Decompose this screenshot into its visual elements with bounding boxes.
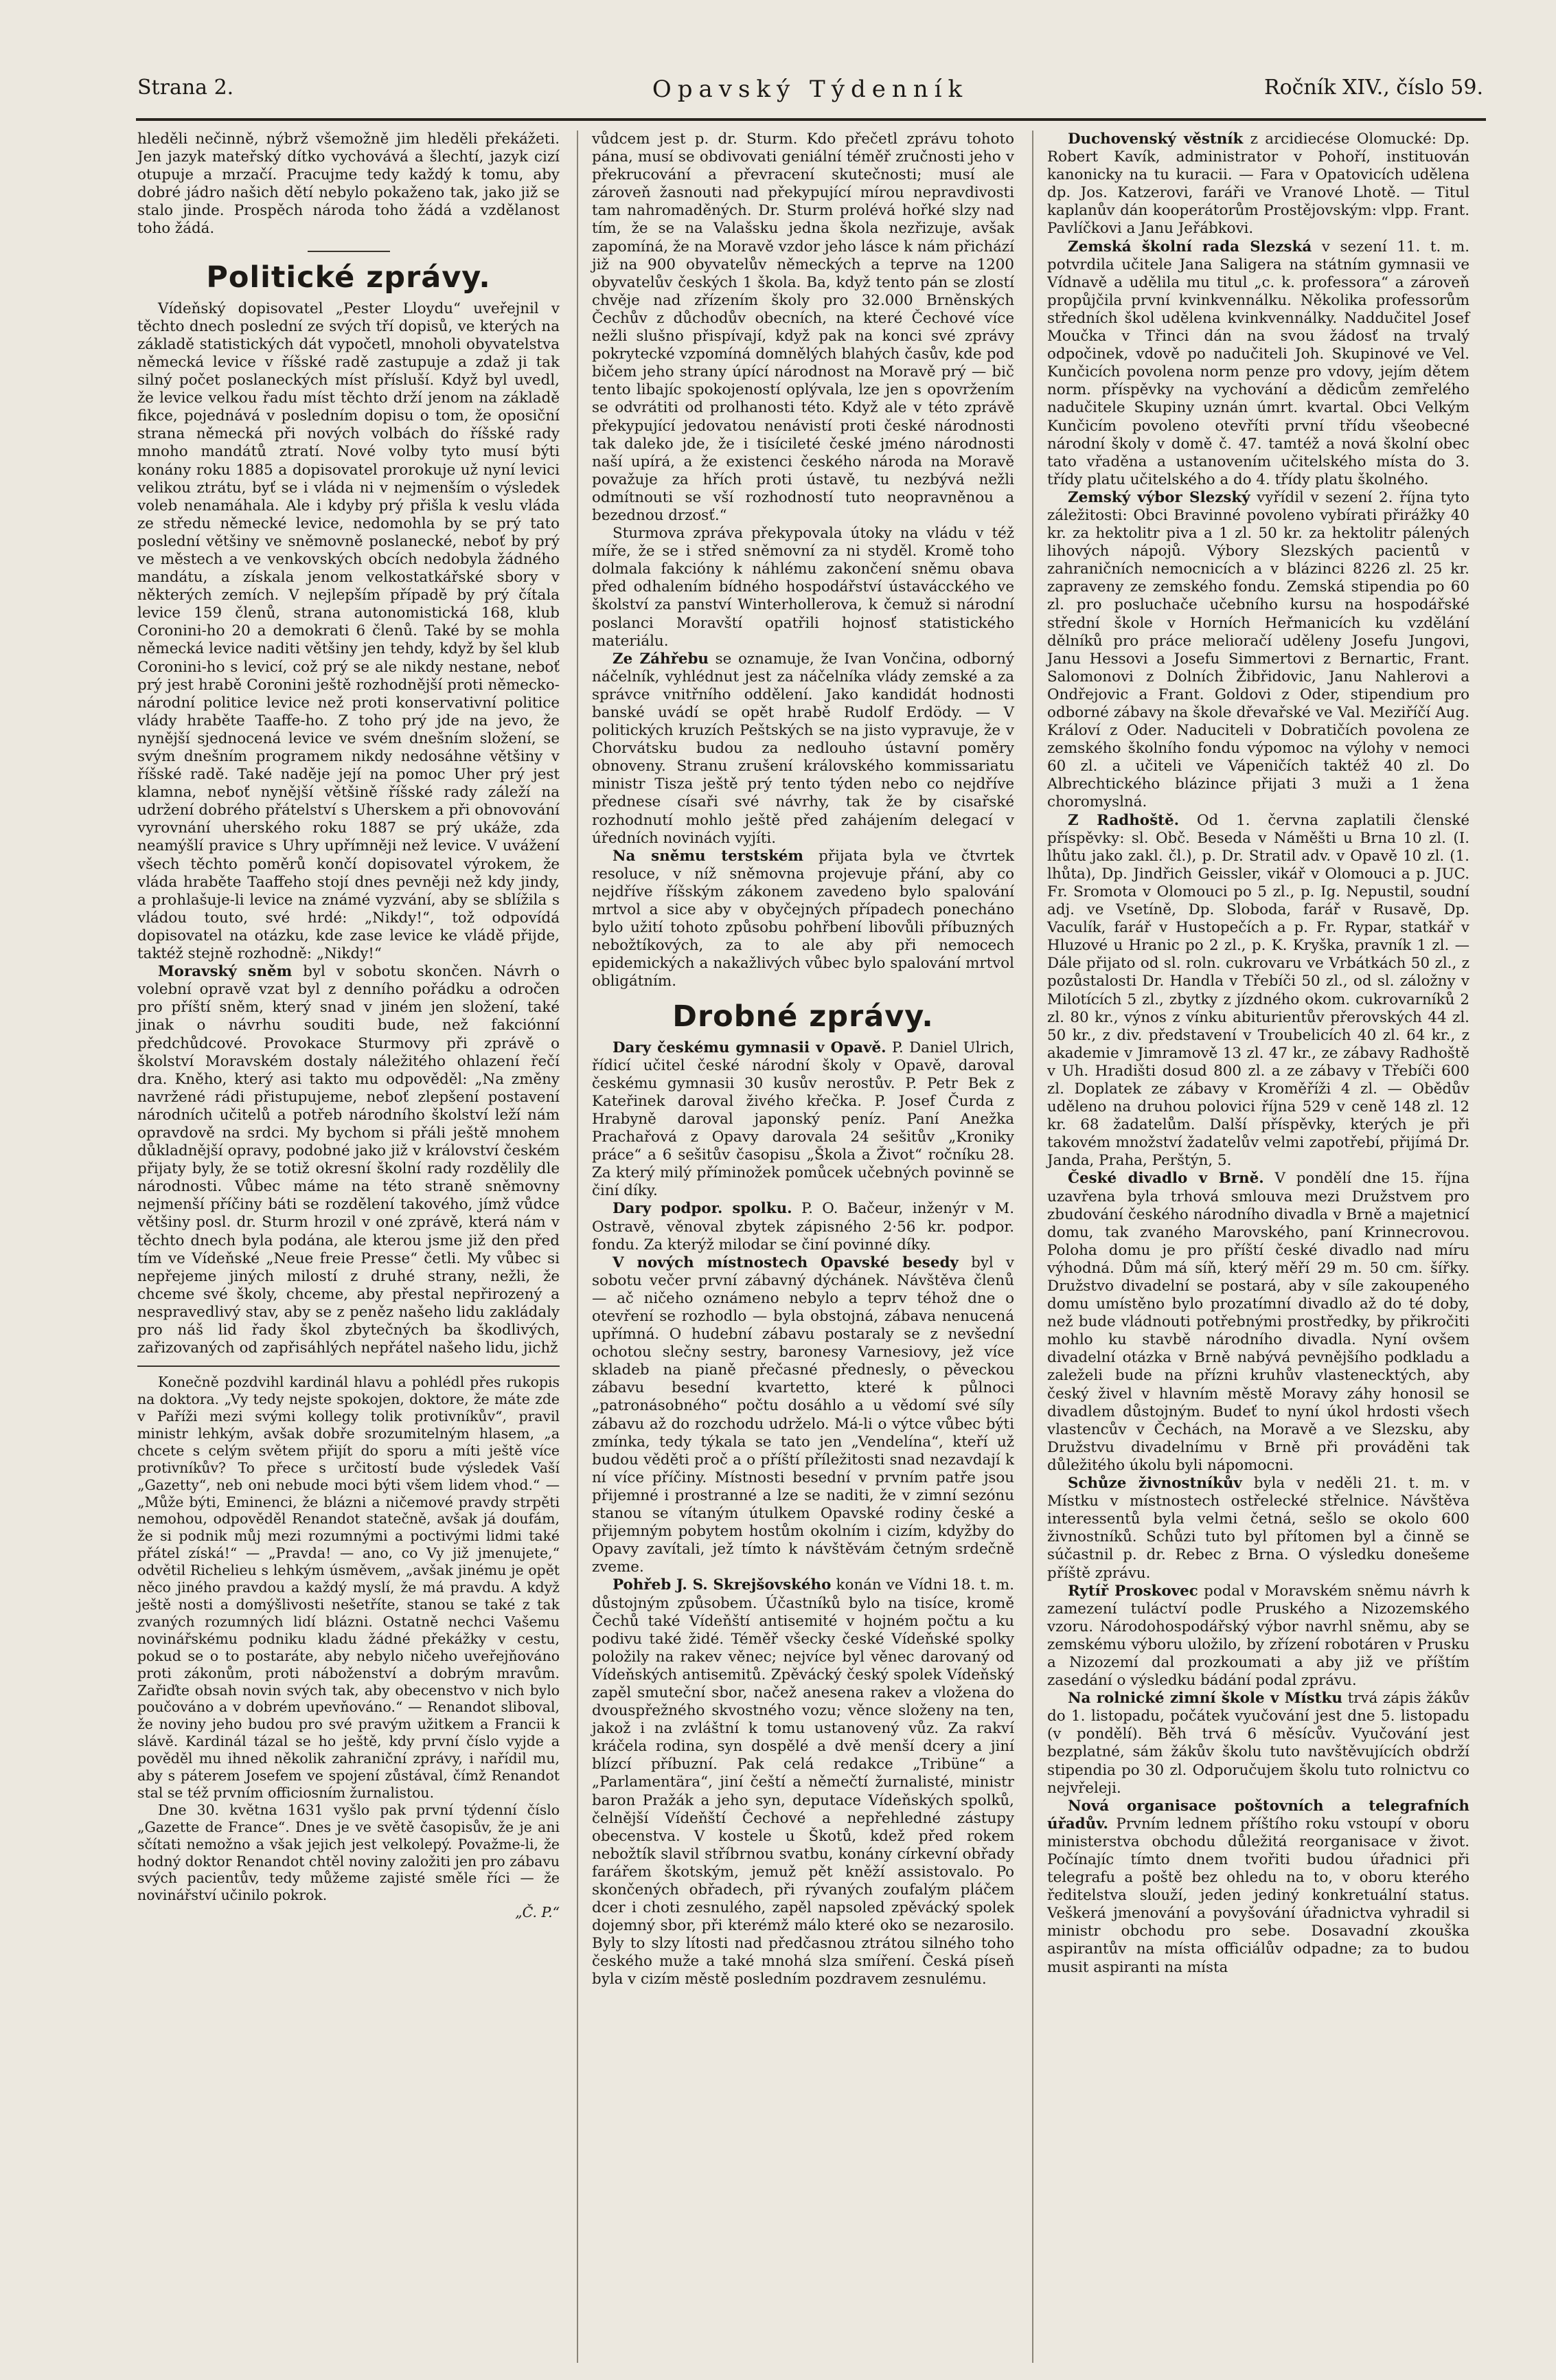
article-text: konán ve Vídni 18. t. m. důstojným způsobem. Účastníků bylo na tisíce, kromě Čechů také Vídeňští antisemité v hojném počtu a ku podivu také židé. Téměř všecky české Vídeňské spolky položily na rakev věnec; nejvíce byl věnec darovaný od Vídeňských antisemitů. Zpěvácký český spolek Vídeňský zapěl smuteční sbor, načež anesena rakev a vložena do dvouspřežného skvostného vozu; věnce složeny na ten, jakož i na zvláštní k tomu ustanovený vůz. Za rakví kráčela rodina, syn dospělé a dvě menší dcery a jiní blízcí příbuzní. Pak celá redakce „Tribüne“ a „Parlamentära“, jiní čeští a němečtí žurnalisté, ministr baron Pražák a jeho syn, deputace Vídeňských spolků, čelnější Vídeňští Čechové a nepřehledné zástupy obecenstva. V kostele u Škotů, kdež před rokem nebožtík slavil stříbrnou svatbu, konány církevní obřady farářem škotským, jemuž pět kněží assistovalo. Po skončených obřadech, při rývaných zoufalým pláčem dcer i choti zesnulého, zapěl napsoled zpěvácký spolek dojemný sbor, při kterémž málo které oko se nezarosilo. Byly to slzy lítosti nad předčasnou ztrátou silného toho českého muže a také mnohá slza smíření. Česká píseň byla v cizím městě posledním pozdravem zesnulému. xyxy=(592,1576,1015,1988)
article-text: v sezení 11. t. m. potvrdila učitele Jana Saligera na státním gymnasii ve Vídnavě a udělila mu titul „c. k. professora“ a zároveň propůjčila první kvinkvennálku. Několika professorům středních škol udělena kvinkvennálky. Naddučitel Josef Moučka v Třinci dán na svou žádosť na trvalý odpočinek, vdově po nadučiteli Joh. Skupinové ve Vel. Kunčicích povolena norm penze pro vdovy, jejím dětem norm. příspěvky na vychování a dědicům zemřelého nadučitele Skupiny uznán úmrt. kvartal. Obci Velkým Kunčicím povoleno otevříti první třídu všeobecné národní školy v domě č. 47. tamtéž a nová školní obec tato vřaděna a ustanovením učitelského místa do 3. třídy platu učitelského a do 4. třídy platu školného. xyxy=(1047,238,1470,488)
article-heading: Nová organisace poštovních a telegrafních úřadův. xyxy=(1047,1797,1469,1833)
article-text: podal v Moravském sněmu návrh k zamezení tuláctví podle Pruského a Nizozemského vzoru. Národohospodářský výbor navrhl sněmu, aby se zemskému výboru uložilo, by zřízení robotáren v Prusku a Nizozemí dal prozkoumati a aby již ve příštím zasedání o výsledku bádání podal zprávu. xyxy=(1047,1582,1469,1690)
article-text: byla v neděli 21. t. m. v Místku v místnostech ostřelecké střelnice. Návštěva interessentů byla velmi četná, sešlo se okolo 600 živnostníků. Schůzi tuto byl přítomen byl a činně se súčastnil p. dr. Rebec z Brna. O výsledku donešeme příště zprávu. xyxy=(1047,1475,1469,1582)
page-number: Strana 2. xyxy=(137,76,234,100)
article-text: trvá zápis žákův do 1. listopadu, počátek vyučování jest dne 5. listopadu (v pondělí). Běh trvá 6 měsícův. Vyučování jest bezplatné, sám žákův školu tuto navštěvujících obdrží stipendia po 30 zl. Odporučujem školu tuto rolnictvu co nejvřeleji. xyxy=(1047,1690,1469,1797)
section-divider xyxy=(308,251,390,252)
article-text: byl v sobotu večer první zábavný dýchánek. Návštěva členů — ač ničeho oznámeno nebylo a teprv téhož dne o otevření se rozhodlo — byla obstojná, zábava nenucená upřímná. O hudební zábavu postaraly se z nevšední ochotou slečny sestry, baronesy Varnesiovy, jež více skladeb na pianě přečasné přednesly, o pěveckou zábavu besední kvartetto, které k půlnoci „patronásobného“ počtu dosáhlo a u vědomí své síly zábavu až do rozchodu udrželo. Má-li o výtce vůbec býti zmínka, tedy týkala se tato jen „Vendelína“, kteří už budou věděti proč a o příští příležitosti snad nezavdají k ní více příčiny. Místnosti besední v prvním patře jsou přijemné i prostranné a lze se naditi, že v zimní sezónu stanou se vítaným útulkem Opavské rodiny české a přijemným pobytem hostům okolním i cizím, kdyžby do Opavy zavítali, jež tímto k návštěvám četným srdečně zveme. xyxy=(592,1254,1014,1576)
article-text: P. O. Bačeur, inženýr v M. Ostravě, věnoval zbytek zápisného 2·56 kr. podpor. fondu. Za kterýž milodar se činí povinné díky. xyxy=(592,1200,1015,1254)
skolni-rada-article xyxy=(1047,238,1469,489)
header-rule xyxy=(136,118,1486,121)
zahrebu-article xyxy=(592,650,1014,848)
column-divider xyxy=(577,131,578,2363)
schuze-article xyxy=(1047,1475,1469,1583)
section-title-short-news: Drobné zprávy. xyxy=(672,999,934,1034)
pohreb-article xyxy=(592,1576,1014,1988)
article-text: Sturmova zpráva překypovala útoky na vládu v též míře, že se i střed sněmovní za ni styděl. Kromě toho dolmala fakcióny k náhlému zakončení sněmu obava před odhalením bídného hospodářství ústavácckého ve školství za panství Winterhollerova, k čemuž si národní poslanci Moravští opatřili hojnosť statistického materiálu. xyxy=(592,525,1014,650)
radhost-article xyxy=(1047,812,1469,1170)
feuilleton-text: Dne 30. května 1631 vyšlo pak první týdenní číslo „Gazette de France“. Dnes je ve světě časopisův, že je ani sčítati nemožno a však jejich jest velkolepý. Považme-li, že hodný doktor Renandot chtěl noviny založiti jen pro zábavu svých pacientův, tedy můžeme zajisté směle říci — že novinářství učinilo pokrok. xyxy=(137,1801,560,1904)
feuilleton-text: Konečně pozdvihl kardinál hlavu a pohlédl přes rukopis na doktora. „Vy tedy nejste spokojen, doktore, že máte zde v Paříži mezi svými kollegy tolik protivníkův“, pravil ministr lehkým, avšak dobře srozumitelným hlasem, „a chcete s celým světem přijít do sporu a míti ještě více protivníkův? To přece s určitostí bude výsledek Vaší „Gazetty“, neb oni nebude moci býti všem lidem vhod.“ — „Může býti, Eminenci, že blázni a ničemové pravdy strpěti nemohou, odpověděl Renandot statečně, avšak já doufám, že si podnik můj mezi rozumnými a poctivými lidmi také přátel získá!“ — „Pravda! — ano, co Vy již jmenujete,“ odvětil Richelieu s lehkým úsměvem, „avšak jinému je opět něco jiného pravdou a každý myslí, že má pravdu. A když ještě nosti a domýšlivosti nešetříte, stanou se také z tak zvaných rozumných lidí blázni. Ostatně nechci Vašemu novinářskému podniku kladu žádné překážky v cestu, pokud se o to postaráte, aby nebylo ničeho uveřejňováno proti zákonům, proti náboženství a dobrým mravům. Zařiďte obsah novin svých tak, aby obecenstvo v nich bylo poučováno a v dobrém upevňováno.“ — Renandot sliboval, že noviny jeho budou pro své pravým užitkem a Francii k slávě. Kardinál tázal se ho ještě, kdy první číslo vyjde a pověděl mu ihned několik zahraniční zprávy, i nařídil mu, aby s páterem Josefem ve spojení zůstával, čímž Renandot stal se též prvním officiosním žurnalistou. xyxy=(137,1374,560,1801)
article-heading: Moravský sněm xyxy=(158,963,293,981)
politics-article: Vídeňský dopisovatel „Pester Lloydu“ uveřejnil v těchto dnech poslední ze svých tří dopisů, ve kterých na základě statistických dát vypočetl, mnoholi obyvatelstva německá levice v říšské radě zastupuje a zdaž ji tak silný počet poslaneckých míst přísluší. Když byl uvedl, že levice velkou řadu míst těchto drží jenom na základě fikce, pojednává v posledním dopisu o tom, že oposiční strana německá při nových volbách do říšské rady mnoho mandátů ztratí. Nové volby tyto musí býti konány roku 1885 a dopisovatel prorokuje už nyní levici velikou ztrátu, byť se i vláda ni v nejmenším o výsledek voleb nenamáhala. Ale i kdyby prý přišla k veslu vláda ze středu německé levice, nedomohla by se prý tato poslední většiny ve sněmovně poslanecké, neboť by prý ve městech a ve venkovských obcích nedobyla žádného mandátu, a získala jenom velkostatkářské sbory v některých zemích. V nejlepším případě by prý čítala levice 159 členů, strana autonomistická 168, klub Coronini-ho 20 a demokrati 6 členů. Také by se mohla německá levice naditi většiny jen tehdy, když by šel klub Coronini-ho s levicí, což prý se ale nikdy nestane, neboť prý jest hrabě Coronini ještě rozhodnější proti německo-národní politice levice než proti konservativní politice vlády hraběte Taaffe-ho. Z toho prý jde na jevo, že nynější sjednocená levice ve svém dnešním složení, se svým dnešním programem nikdy nedosáhne většiny v říšské radě. Také naděje její na pomoc Uher prý jest klamna, neboť nynější většině říšské rady záleží na udržení dobrého přátelství s Uherskem a při obnovování vyrovnání uherského roku 1887 se prý ukáže, zda neamýšlí pravice s Uhry upřímněji než levice. V uvážení všech těchto poměrů končí dopisovatel výrokem, že vláda hraběte Taaffeho stojí dnes pevněji než kdy jindy, a prohlašuje-li levice na známé vyzvání, aby se sblížila s vládou touto, své hrdé: „Nikdy!“, tož odpovídá dopisovatel na otázku, kde zase levice ke vládě přijde, taktéž stejně rozhodně: „Nikdy!“ xyxy=(137,299,560,963)
mistek-article xyxy=(1047,1690,1469,1798)
article-heading: Z Radhoště. xyxy=(1068,811,1180,829)
feuilleton xyxy=(137,1374,560,1921)
article-heading: Na sněmu terstském xyxy=(613,847,804,865)
intro-text: hleděli nečinně, nýbrž všemožně jim hleděli překážeti. Jen jazyk mateřský dítko vychovává a šlechtí, jazyk cizí otupuje a mrzačí. Pracujme tedy každý k tomu, aby dobré jádro našich dětí nebylo pokaženo tak, jako již se stalo jinde. Prospěch národa toho žádá a vzdělanost toho žádá. xyxy=(137,131,560,238)
article-heading: Schůze živnostníkův xyxy=(1068,1475,1242,1493)
article-text: z arcidiecése Olomucké: Dp. Robert Kavík, administrator v Pohoří, instituován kanonicky na tu kuracii. — Fara v Opatovicích udělena dp. Jos. Katzerovi, faráři ve Vranové Lhotě. — Titul kaplanův dán kooperátorům Prostějovským: vlpp. Frant. Pavlíčkovi a Janu Jeřábkovi. xyxy=(1047,131,1469,238)
divadlo-article xyxy=(1047,1170,1469,1475)
article-text: vůdcem jest p. dr. Sturm. Kdo přečetl zprávu tohoto pána, musí se obdivovati geniální téměř zručnosti jeho v překrucování a převracení skutečnosti; musí ale zároveň žasnouti nad překypující mírou nepravdivosti tam nahromaděných. Dr. Sturm prolévá hořké slzy nad tím, že se na Valašsku jedna škola nezřizuje, avšak zapomíná, že na Moravě vzdor jeho lásce k nám přichází již na 900 obyvatelův německých a teprve na 1200 obyvatelův českých 1 škola. Ba, když tento pán se zlostí chvěje nad zřízením školy pro 32.000 Brněnských Čechův z důchodův obecních, na které Čechové více nežli slušno přispívají, když pak na konci své zprávy pokrytecké vzpomíná domnělých blahých časův, kde pod bičem jeho strany úpící národnost na Moravě prý — bič tento libajíc spokojeností oplývala, lze jen s opovržením se odvrátiti od prolhanosti této. Když ale v této zprávě překypující jedovatou nenávistí proti české národnosti tak daleko jde, že i tisícileté české jméno národnosti naší upírá, a že existenci českého národa na Moravě považuje za hřích proti ústavě, tu nezbývá nežli odmítnouti se vší rozhodností tuto neopravněnou a bezednou drzosť.“ xyxy=(592,131,1014,524)
dary-article xyxy=(592,1200,1014,1254)
duchovensky-article xyxy=(1047,131,1469,238)
article-heading: Duchovenský věstník xyxy=(1068,131,1244,148)
column-3 xyxy=(1047,131,1469,1977)
article-heading: V nových místnostech Opavské besedy xyxy=(613,1254,959,1271)
column-1 xyxy=(137,131,560,1921)
feuilleton-signature: „Č. P.“ xyxy=(515,1904,560,1921)
terst-article xyxy=(592,848,1014,991)
article-text: Prvním lednem příštího roku vstoupí v oboru ministerstva obchodu důležitá reorganisace v život. Počínajíc tímto dnem tvořiti budou úřadnici při telegrafu a poště bez ohledu na to, v oboru kterého ředitelstva slouží, jeden jediný konkretuální status. Veškerá jmenování a povyšování úřadnictva vyhradil si ministr obchodu pro sebe. Dosavadní zkouška aspirantův na místa officiálův odpadne; za to budou musit aspiranti na místa xyxy=(1047,1815,1469,1976)
zemsky-vybor-article xyxy=(1047,489,1469,812)
issue-info: Ročník XIV., číslo 59. xyxy=(1263,76,1483,100)
article-heading: Zemský výbor Slezský xyxy=(1068,488,1250,506)
rytir-article xyxy=(1047,1583,1469,1690)
article-heading: Dary podpor. spolku. xyxy=(613,1200,792,1218)
article-heading: Na rolnické zimní škole v Místku xyxy=(1068,1690,1342,1708)
article-heading: Rytíř Proskovec xyxy=(1068,1582,1198,1600)
article-text: V pondělí dne 15. října uzavřena byla trhová smlouva mezi Družstvem pro zbudování českého národního divadla v Brně a majetnicí domu, tak zvaného Marovského, paní Krinnecrovou. Poloha domu je pro příští české divadlo nad míru výhodná. Dům má síň, který měří 29 m. 50 cm. šířky. Družstvo divadelní se postará, aby v síle zakoupeného domu umístěno bylo prozatímní divadlo až do té doby, než bude vládnouti potřebnými prostředky, by přikročiti mohlo ku stavbě národního divadla. Nyní ovšem divadelní otázka v Brně nabývá pevnějšího podkladu a zaleželi bude na přízni kruhův vlastenecktých, aby český živel v hlavním městě Moravy záhy honosil se divadlem důstojným. Budeť to nyní úkol hrdosti všech vlastencův v Čechách, na Moravě a ve Slezsku, aby Družstvu divadelnímu v Brně při prováděni tak důležitého úkolu byli nápomocni. xyxy=(1047,1170,1469,1474)
article-text: Od 1. června zaplatili členské příspěvky: sl. Obč. Beseda v Náměšti u Brna 10 zl. (I. lhůtu jako zakl. čl.), p. Dr. Stratil adv. v Opavě 10 zl. (1. lhůta), Dp. Jindřich Geissler, vikář v Olomouci a p. JUC. Fr. Sromota v Olomouci po 5 zl., p. Ig. Nepustil, soudní adj. ve Vsetíně, Dp. Sloboda, farář v Rusavě, Dp. Vaculík, farář v Hustopečích a p. Fr. Rypar, statkář v Hluzové u Hranic po 2 zl., p. K. Kryška, pravník 1 zl. — Dále přijato od sl. roln. cukrovaru ve Vrbátkách 50 zl., z pozůstalosti Dr. Handla v Třebíči 50 zl., od sl. záložny v Milotících 5 zl., zbytky z jízdného okom. cukrovarníků 2 zl. 80 kr., výnos z vínku abiturientův přerovských 44 zl. 50 kr., z div. představení v Troubelicích 40 zl. 64 kr., z akademie v Jimramově 13 zl. 47 kr., ze zábavy Radhoště v Uh. Hradišti dosud 800 zl. a ze zábavy v Třebíči 600 zl. Doplatek ze zábavy v Kroměříži 4 zl. — Obědův uděleno na druhou polovici října 529 v ceně 148 zl. 12 kr. 68 žadatelům. Další příspěvky, kterých je při takovém množství žadatelův velmi zapotřebí, přijímá Dr. Janda, Praha, Perštýn, 5. xyxy=(1047,811,1469,1170)
article-text: se oznamuje, že Ivan Vončina, odborný náčelník, vyhlédnut jest za náčelníka vlády zemské a za správce vnitřního oddělení. Jako kandidát hodnosti banské uvádí se opět hrabě Rudolf Erdödy. — V politických kruzích Peštských se na jisto vypravuje, že v Chorvátsku budou za nedlouho ústavní poměry obnoveny. Stranu zrušení královského kommissariatu ministr Tisza ještě prý tento týden nebo co nejdříve přednese císaři své návrhy, tak že by cisařské rozhodnutí mohlo ještě před zahájením delegací v úředních novinách vyjíti. xyxy=(592,650,1014,847)
article-text: P. Daniel Ulrich, řídicí učitel české národní školy v Opavě, daroval českému gymnasii 30 kusův nerostův. P. Petr Bek z Kateřinek daroval živého křečka. P. Josef Čurda z Hrabyně daroval japonský peníz. Paní Anežka Prachařová z Opavy darovala 24 sešitův „Kroniky práce“ a 6 sešitův časopisu „Škola a Život“ ročníku 28. Za který milý příminožek pomůcek učebných povinně se činí díky. xyxy=(592,1039,1014,1200)
article-text: přijata byla ve čtvrtek resoluce, v níž sněmovna projevuje přání, aby co nejdříve říšským zákonem zavedeno bylo spalování mrtvol a sice aby v obyčejných případech ponecháno bylo užití tohoto způsobu pohřbení libovůli příbuzných nebožtíkových, za to ale aby při nemocech epidemických a nakažlivých vůbec bylo spalování mrtvol obligátním. xyxy=(592,847,1014,990)
beseda-article xyxy=(592,1254,1014,1577)
column-divider xyxy=(1032,131,1033,2363)
newspaper-title: Opavský Týdenník xyxy=(652,76,969,103)
feuilleton-rule xyxy=(137,1365,560,1367)
article-heading: České divadlo v Brně. xyxy=(1068,1170,1264,1188)
article-text: byl v sobotu skončen. Návrh o volební opravě vzat byl z denního pořádku a odročen pro příští sněm, který snad v jiném jen složení, také jinak o návrhu souditi bude, než fakciónní předchůdcové. Provokace Sturmovy při zprávě o školství Moravském dostaly náležitého ohlazení řečí dra. Kněho, který asi takto mu odpověděl: „Na změny navržené rádi přistupujeme, neboť zlepšení postavení národních učitelů a potřeb národního školství leží nám opravdově na srdci. My bychom si přáli ještě mnohem důkladnější opravy, podobné jako již v království českém přijaty byly, že se totiž okresní školní rady rozdělily dle národnosti. Vůbec máme na této straně sněmovny nejmenší příčiny báti se rozdělení takového, jímž vůdce většiny posl. dr. Sturm hrozil v oné zprávě, která nám v těchto dnech byla podána, ale kterou jsme již den před tím ve Vídeňské „Neue freie Presse“ četli. My vůbec si nepřejeme jiných milostí z druhé strany, nežli, že chceme své školy, chceme, aby přestal nepřirozený a nespravedlivý stav, aby se z peněz našeho lidu zakládaly pro náš lid řady škol zbytečných ba škodlivých, zařizovaných od zapřisáhlých nepřátel našeho lidu, jichž xyxy=(137,963,560,1357)
column-2 xyxy=(592,131,1014,1989)
moravsky-snem-article xyxy=(137,963,560,1357)
article-heading: Zemská školní rada Slezská xyxy=(1068,238,1312,256)
article-heading: Pohřeb J. S. Skrejšovského xyxy=(613,1576,832,1594)
article-text: vyřídil v sezení 2. října tyto záležitosti: Obci Bravinné povoleno vybírati přirážky 40 kr. za hektolitr piva a 1 zl. 50 kr. za hektolitr pálených lihových nápojů. Výbory Slezských pacientů v zahraničních nemocnicích a v blázinci 8226 zl. 25 kr. zapraveny ze zemského fondu. Zemská stipendia po 60 zl. pro posluchače učebního kursu na hospodářské střední škole v Horních Heřmanicích ku vzdělání dělníků pro práce melioračí uděleny Josefu Jungovi, Janu Hessovi a Josefu Simmertovi z Bernartic, Frant. Salomonovi z Dolních Žibřidovic, Janu Nahlerovi a Ondřejovic a Frant. Goldovi z Oder, stipendium pro odborné zábavy na škole dřevařské ve Val. Meziříčí Aug. Královí z Oder. Naduciteli v Dobratičích povolena ze zemského školního fondu výpomoc na výlohy v nemoci 60 zl. a učiteli ve Vápeničích taktéž 40 zl. Do Albrechtického blázince přijati 3 muži a 1 žena choromyslná. xyxy=(1047,488,1469,811)
section-title-politics: Politické zprávy. xyxy=(206,260,491,295)
page-header xyxy=(137,76,1483,117)
article-heading: Dary českému gymnasii v Opavě. xyxy=(613,1039,886,1056)
posta-article xyxy=(1047,1798,1469,1977)
article-heading: Ze Záhřebu xyxy=(613,650,709,668)
gymnasium-article xyxy=(592,1039,1014,1201)
